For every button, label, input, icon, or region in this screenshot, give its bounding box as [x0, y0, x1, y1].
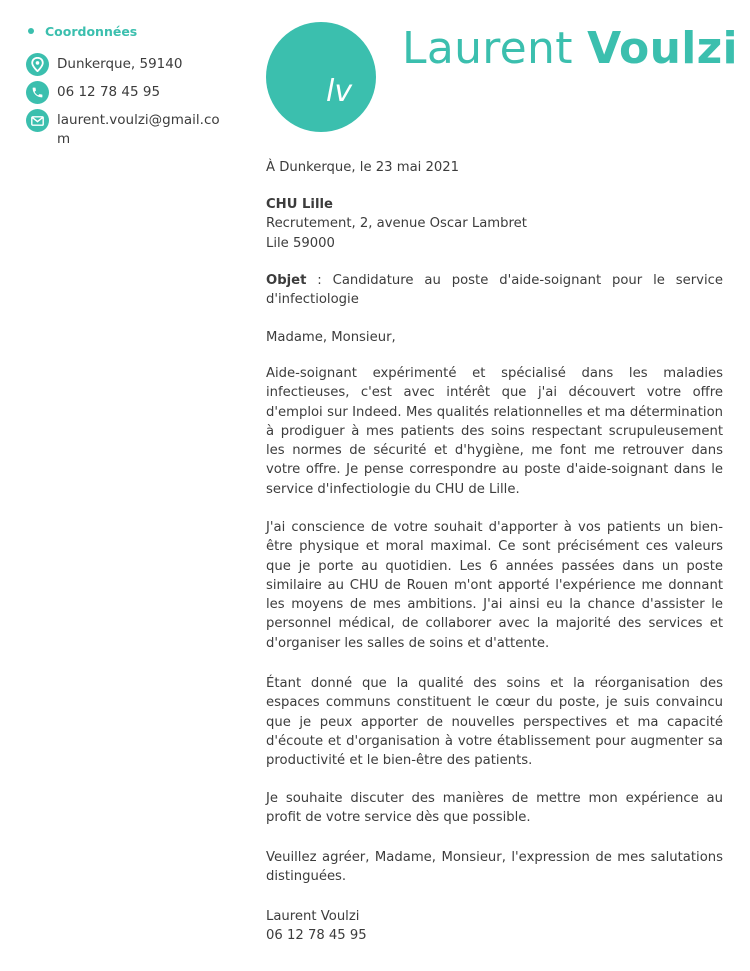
- contact-email-text: laurent.voulzi@gmail.com: [57, 112, 220, 147]
- recipient-address-line2: Lile 59000: [266, 235, 335, 251]
- signature-phone: 06 12 78 45 95: [266, 928, 367, 944]
- paragraph-3: [266, 674, 723, 770]
- recipient-block: [266, 195, 723, 253]
- subject-label: Objet: [266, 273, 307, 288]
- closing-paragraph: [266, 848, 723, 887]
- sidebar: [26, 22, 226, 147]
- paragraph-2-text: J'ai conscience de votre souhait d'apporter à vos patients un bien-être physique et moral maximal. Ce sont précisément ces valeurs que je porte au quotidien. Les 6 années passées dans un poste similaire au CHU de Rouen m'ont apporté l'expérience me donnant les moyens de mes ambitions. J'ai ainsi eu la chance d'assister le personnel médical, de collaborer avec la majorité des services et d'organiser les salles de soins et d'attente.: [266, 520, 723, 651]
- paragraph-1: [266, 364, 723, 499]
- paragraph-2: [266, 518, 723, 653]
- recipient-name: CHU Lille: [266, 197, 333, 212]
- contact-address-text: Dunkerque, 59140: [57, 56, 183, 72]
- phone-icon: [26, 81, 49, 104]
- signature-name: Laurent Voulzi: [266, 909, 360, 924]
- closing-paragraph-text: Veuillez agréer, Madame, Monsieur, l'expression de mes salutations distinguées.: [266, 850, 723, 885]
- paragraph-4-text: Je souhaite discuter des manières de mettre mon expérience au profit de votre service dès que possible.: [266, 791, 723, 826]
- last-name: Voulzi: [587, 23, 738, 74]
- first-name: Laurent: [402, 23, 573, 74]
- contact-phone-text: 06 12 78 45 95: [57, 84, 161, 100]
- place-date: [266, 158, 723, 177]
- contact-email[interactable]: [26, 111, 222, 149]
- paragraph-1-text: Aide-soignant expérimenté et spécialisé dans les maladies infectieuses, c'est avec intérêt que j'ai découvert votre offre d'emploi sur Indeed. Mes qualités relationnelles et ma détermination à prodiguer à mes patients des soins respectant scrupuleusement les normes de sécurité et d'hygiène, me font me retrouver dans votre offre. Je pense correspondre au poste d'aide-soignant dans le service d'infectiologie du CHU de Lille.: [266, 366, 723, 497]
- recipient-address-line1: Recrutement, 2, avenue Oscar Lambret: [266, 216, 527, 232]
- place-date-text: À Dunkerque, le 23 mai 2021: [266, 160, 460, 175]
- subject-text: : Candidature au poste d'aide-soignant pour le service d'infectiologie: [266, 273, 723, 308]
- contact-phone[interactable]: [26, 83, 222, 104]
- bullet-icon: [28, 28, 34, 34]
- initials-text: lv: [326, 74, 353, 109]
- paragraph-4: [266, 789, 723, 828]
- location-pin-icon: [26, 53, 49, 76]
- mail-icon: [26, 109, 49, 132]
- signature-block: [266, 907, 723, 946]
- salutation-text: Madame, Monsieur,: [266, 330, 396, 345]
- subject-line: [266, 271, 723, 310]
- contact-address: [26, 55, 222, 76]
- salutation: [266, 328, 723, 347]
- applicant-name: [402, 24, 738, 74]
- contact-section-title: [26, 22, 226, 40]
- paragraph-3-text: Étant donné que la qualité des soins et la réorganisation des espaces communs constituent le cœur du poste, je suis convaincu que je peux apporter de nouvelles perspectives et ma capacité d'écoute et d'organisation à votre établissement pour augmenter sa productivité et le bien-être des patients.: [266, 676, 723, 769]
- initials-avatar: [266, 22, 376, 132]
- contact-section-label: Coordonnées: [45, 23, 138, 39]
